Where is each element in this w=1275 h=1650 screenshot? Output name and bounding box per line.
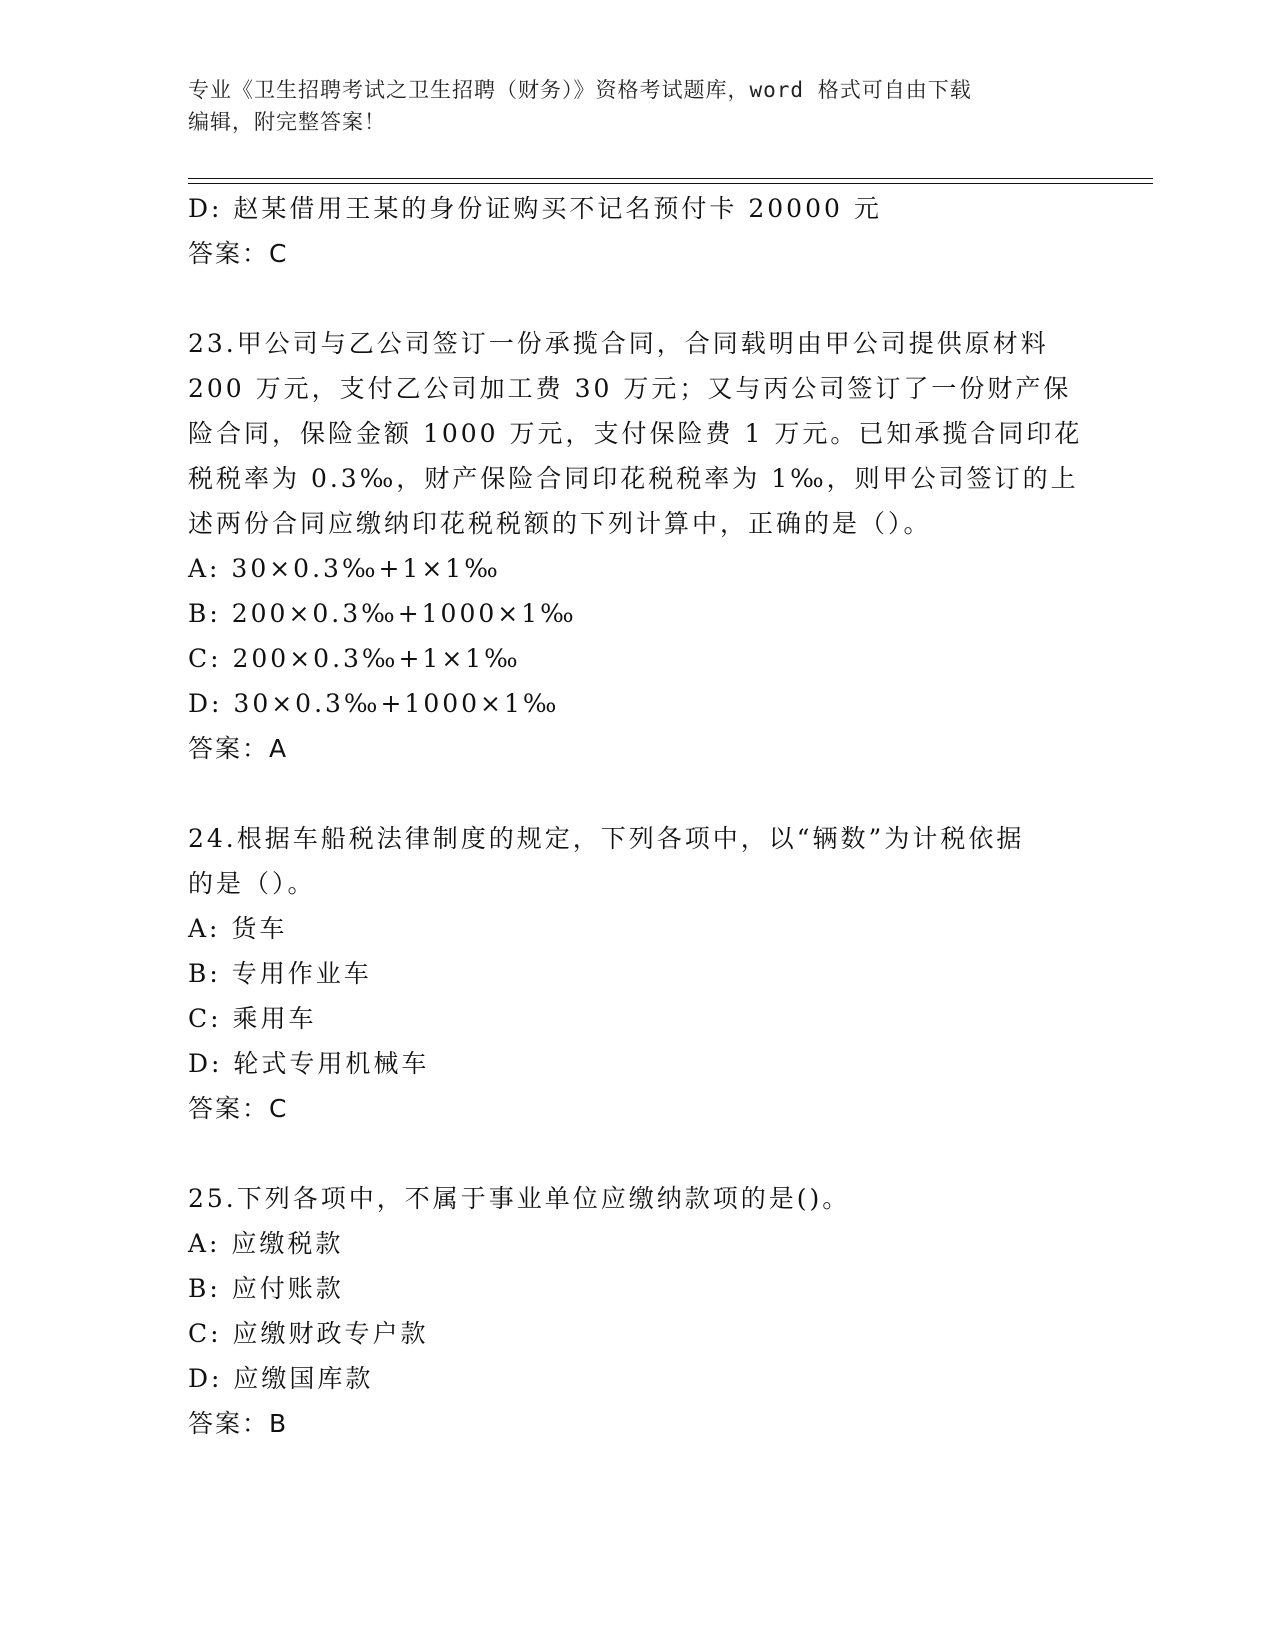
document-header	[188, 74, 1068, 138]
header-divider-bottom	[188, 183, 1153, 184]
question-stem-line: 200 万元，支付乙公司加工费 30 万元；又与丙公司签订了一份财产保	[188, 374, 1072, 403]
document-body	[188, 186, 1083, 1446]
question-stem-line: 险合同，保险金额 1000 万元，支付保险费 1 万元。已知承揽合同印花	[188, 419, 1083, 448]
option-b: B: 200×0.3‰+1000×1‰	[188, 599, 577, 628]
question-stem-line: 述两份合同应缴纳印花税税额的下列计算中，正确的是（）。	[188, 509, 932, 538]
option-a: A: 30×0.3‰+1×1‰	[188, 554, 501, 583]
question-22-tail	[188, 186, 1068, 276]
option-c: C: 200×0.3‰+1×1‰	[188, 644, 521, 673]
answer-label: 答案：C	[188, 239, 289, 268]
option-a: A: 应缴税款	[188, 1229, 344, 1258]
option-a: A: 货车	[188, 914, 288, 943]
option-b: B: 专用作业车	[188, 959, 372, 988]
header-line-2: 编辑，附完整答案！	[188, 110, 386, 134]
option-b: B: 应付账款	[188, 1274, 344, 1303]
option-d: D: 应缴国库款	[188, 1364, 374, 1393]
question-23	[188, 321, 1083, 771]
question-stem-line: 23.甲公司与乙公司签订一份承揽合同，合同载明由甲公司提供原材料	[188, 329, 1049, 358]
question-stem-line: 25.下列各项中，不属于事业单位应缴纳款项的是()。	[188, 1184, 851, 1213]
option-d: D: 30×0.3‰+1000×1‰	[188, 689, 560, 718]
option-d: D: 轮式专用机械车	[188, 1049, 430, 1078]
header-divider-top	[188, 178, 1153, 179]
header-line-1: 专业《卫生招聘考试之卫生招聘（财务）》资格考试题库，word 格式可自由下载	[188, 78, 972, 102]
answer-label: 答案：C	[188, 1094, 289, 1123]
question-stem-line: 24.根据车船税法律制度的规定，下列各项中，以“辆数”为计税依据	[188, 824, 1025, 853]
question-24	[188, 816, 1068, 1131]
question-stem-line: 税税率为 0.3‰，财产保险合同印花税税率为 1‰，则甲公司签订的上	[188, 464, 1079, 493]
option-c: C: 乘用车	[188, 1004, 317, 1033]
answer-label: 答案：A	[188, 734, 289, 763]
option-d: D: 赵某借用王某的身份证购买不记名预付卡 20000 元	[188, 194, 882, 223]
question-stem-line: 的是（）。	[188, 869, 316, 898]
question-25	[188, 1176, 1068, 1446]
answer-label: 答案：B	[188, 1409, 289, 1438]
option-c: C: 应缴财政专户款	[188, 1319, 429, 1348]
